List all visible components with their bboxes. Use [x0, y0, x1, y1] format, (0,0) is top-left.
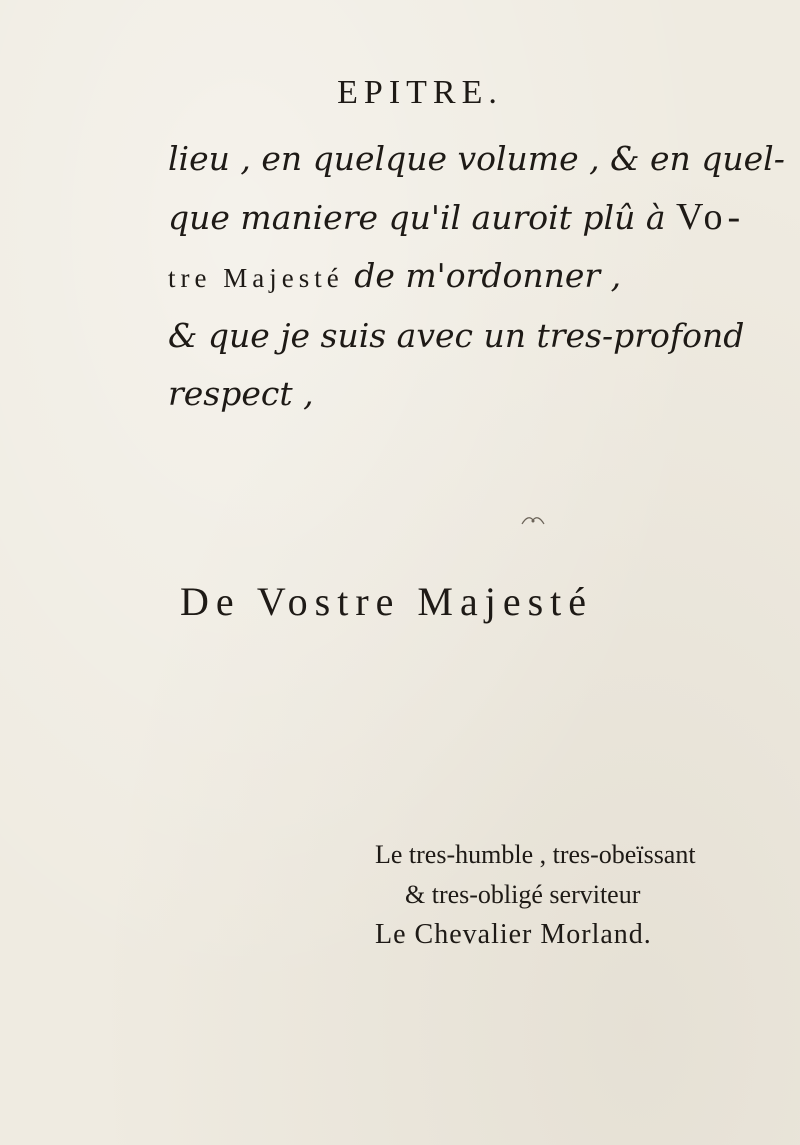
signature-line-1: Le tres-humble , tres-obeïssant — [375, 840, 696, 869]
signature-name: Le Chevalier Morland. — [375, 919, 652, 950]
body-line-3-text: de m'ordonner , — [354, 256, 622, 295]
closing-salutation — [180, 578, 593, 625]
body-line-5: respect , — [168, 374, 314, 413]
body-line-1: lieu , en quelque volume , & en quel- — [168, 139, 785, 178]
signature-block — [375, 835, 696, 955]
signature-line-2: & tres-obligé serviteur — [405, 880, 641, 909]
running-head: EPITRE. — [337, 74, 503, 111]
body-line-3 — [168, 247, 768, 307]
body-line-3-smallcaps: tre Majesté — [168, 263, 344, 293]
body-text — [168, 130, 785, 423]
printer-ornament-icon — [520, 512, 546, 528]
closing-prefix: De — [180, 579, 241, 624]
body-line-2-text: que maniere qu'il auroit plû à — [168, 198, 677, 237]
body-line-2-smallcaps: Vo- — [676, 196, 746, 238]
body-line-4: & que je suis avec un tres-profond — [168, 316, 745, 355]
closing-word-2: Majesté — [417, 579, 594, 624]
closing-word-1: Vostre — [256, 579, 401, 624]
body-line-2 — [168, 188, 768, 247]
